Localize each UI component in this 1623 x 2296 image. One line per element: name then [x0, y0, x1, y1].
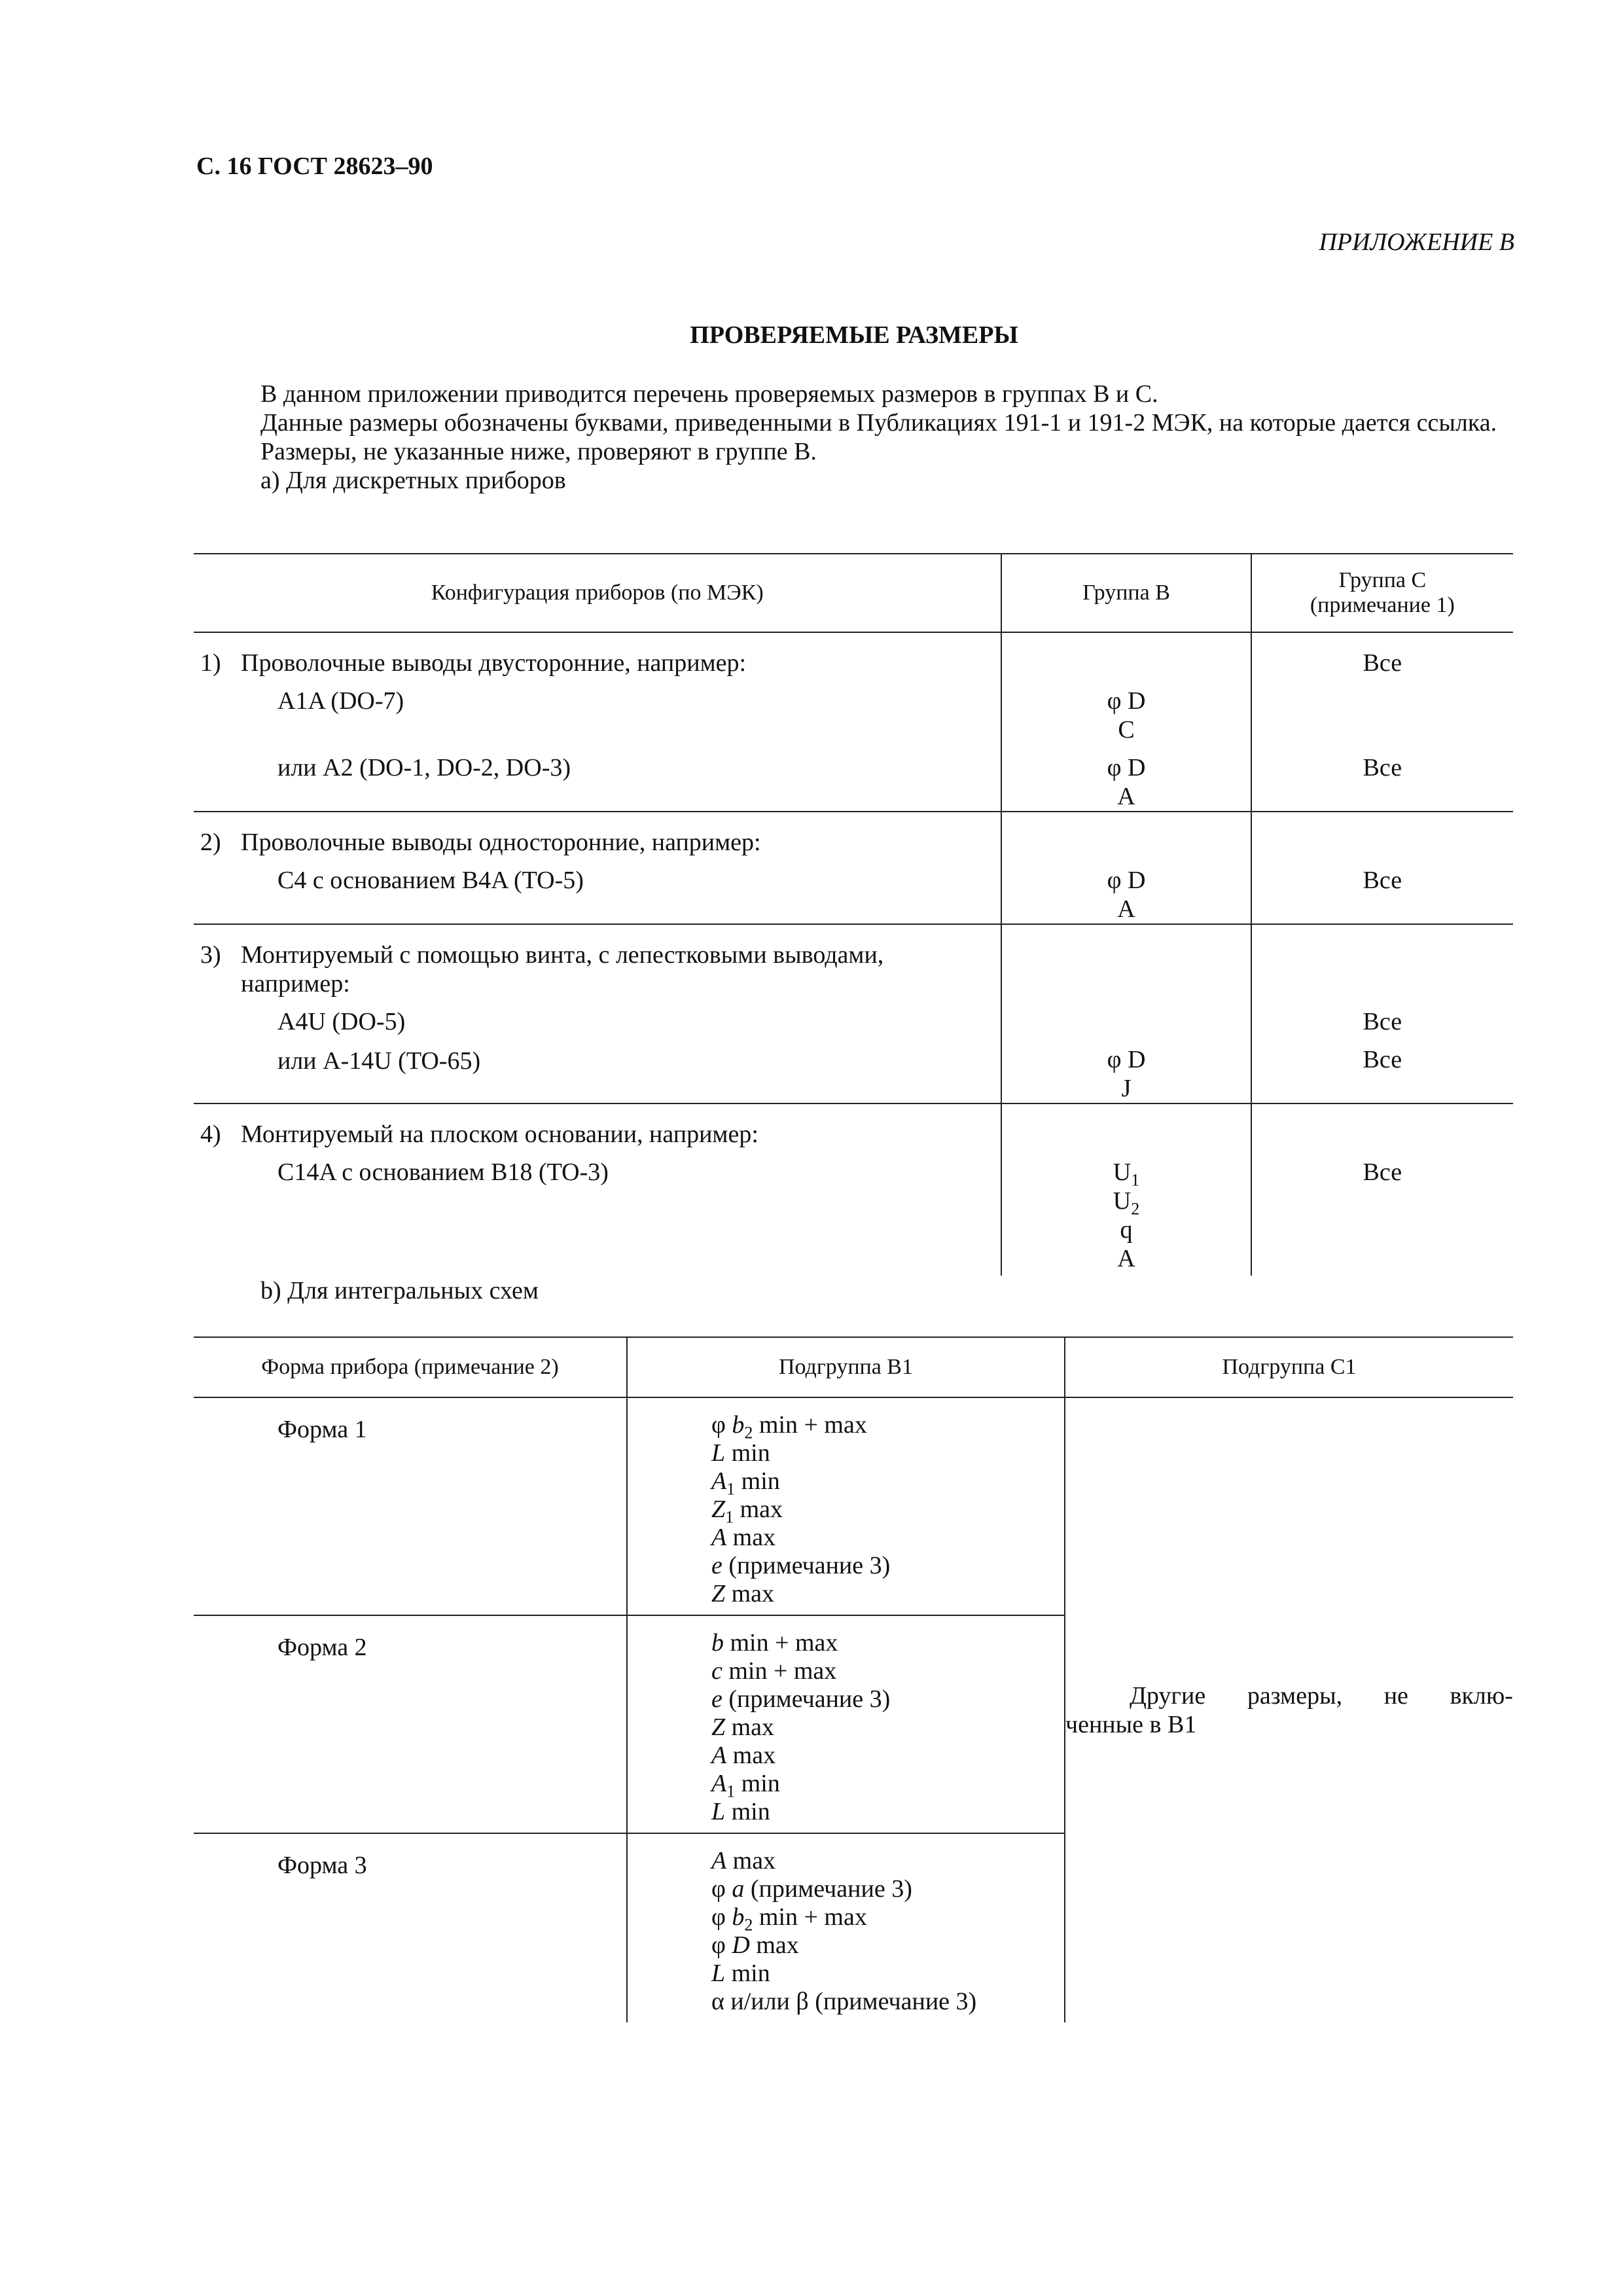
group-c-value: Все [1363, 1046, 1402, 1073]
table-row [194, 1149, 1513, 1276]
table-header-row [194, 1337, 1513, 1397]
dimension: φ D max [711, 1931, 799, 1959]
other-dimensions-text: Другие размеры, не вклю- ченные в В1 [1065, 1682, 1513, 1738]
group-c-value: Все [1363, 867, 1402, 894]
dimension: Z max [711, 1713, 775, 1741]
table-row [194, 924, 1513, 998]
table-row [194, 677, 1513, 744]
dimension: α и/или β (примечание 3) [711, 1988, 977, 2015]
table-row [194, 744, 1513, 812]
group-c-value: Все [1363, 1008, 1402, 1035]
header-c1: Подгруппа С1 [1065, 1337, 1513, 1397]
form-name: Форма 3 [277, 1852, 367, 1879]
subheading-b: b) Для интегральных схем [260, 1277, 539, 1304]
dimension: φ D [1107, 867, 1146, 894]
form-name: Форма 2 [277, 1634, 367, 1661]
dimension: $U_1$ [1113, 1158, 1140, 1190]
integrated-circuits-table [194, 1336, 1513, 2022]
c1-cell [1065, 1397, 1513, 2022]
row-number: 1) [200, 649, 221, 677]
dimension: L min [711, 1439, 770, 1467]
intro-paragraph: Данные размеры обозначены буквами, приведенными в Публикациях 191-1 и 191-2 МЭК, на которые дается ссылка. [260, 409, 1497, 437]
table-row [194, 998, 1513, 1036]
dimension: Z max [711, 1580, 775, 1607]
dimension: φ D [1107, 754, 1146, 781]
section-title: ПРОВЕРЯЕМЫЕ РАЗМЕРЫ [690, 321, 1018, 349]
table-row [194, 1103, 1513, 1149]
header-form: Форма прибора (примечание 2) [194, 1337, 627, 1397]
dimension: φ $b_2$ min + max [711, 1411, 867, 1443]
dimension: φ a (примечание 3) [711, 1875, 912, 1903]
row-number: 4) [200, 1121, 221, 1148]
dimension: L min [711, 1798, 770, 1825]
dimension: A max [711, 1524, 776, 1551]
subheading-a: a) Для дискретных приборов [260, 467, 566, 494]
dimension: φ $b_2$ min + max [711, 1903, 867, 1935]
group-c-value: Все [1363, 1158, 1402, 1186]
dimension: C [1118, 716, 1135, 744]
dimension: e (примечание 3) [711, 1552, 891, 1579]
header-group-c-line2: (примечание 1) [1310, 593, 1455, 617]
dimension: b min + max [711, 1629, 838, 1657]
table-row [194, 857, 1513, 924]
table-header-row [194, 554, 1513, 632]
config-title: Проволочные выводы односторонние, например: [241, 829, 761, 856]
config-example: A1A (DO-7) [277, 687, 404, 715]
dimension: A [1117, 895, 1135, 923]
group-c-value: Все [1363, 754, 1402, 781]
dimension: φ D [1107, 687, 1146, 715]
dimension: $A_1$ min [711, 1467, 780, 1499]
table-row [194, 1397, 1513, 1615]
dimension: $Z_1$ max [711, 1496, 783, 1527]
dimension: A max [711, 1847, 776, 1874]
header-group-b: Группа В [1001, 554, 1251, 632]
config-title-cont: например: [241, 970, 350, 997]
intro-paragraph: В данном приложении приводится перечень проверяемых размеров в группах В и С. [260, 380, 1158, 408]
row-number: 2) [200, 829, 221, 856]
config-example: A4U (DO-5) [277, 1008, 406, 1035]
dimension: q [1120, 1216, 1133, 1244]
intro-text [196, 380, 1513, 495]
dimension-list [628, 1616, 1064, 1833]
dimension: $A_1$ min [711, 1770, 780, 1801]
intro-paragraph: Размеры, не указанные ниже, проверяют в группе В. [260, 438, 817, 465]
dimension: φ D [1107, 1046, 1146, 1073]
dimension: A [1117, 1245, 1135, 1272]
config-example: C14A с основанием B18 (TO-3) [277, 1158, 609, 1186]
discrete-devices-table [194, 553, 1513, 1276]
form-name: Форма 1 [277, 1416, 367, 1443]
dimension: A max [711, 1742, 776, 1769]
header-group-c [1251, 554, 1513, 632]
dimension-list [628, 1834, 1064, 2022]
header-group-c-line1: Группа С [1338, 568, 1427, 592]
config-example: C4 с основанием B4A (TO-5) [277, 867, 584, 894]
row-number: 3) [200, 941, 221, 969]
config-example: или A2 (DO-1, DO-2, DO-3) [277, 754, 571, 781]
appendix-label: ПРИЛОЖЕНИЕ В [1319, 228, 1514, 256]
dimension: c min + max [711, 1657, 837, 1685]
table-row [194, 1036, 1513, 1103]
header-config: Конфигурация приборов (по МЭК) [194, 554, 1001, 632]
table-row [194, 812, 1513, 857]
table-row [194, 632, 1513, 677]
config-example: или A-14U (TO-65) [277, 1047, 481, 1075]
config-title: Монтируемый с помощью винта, с лепестковыми выводами, [241, 941, 884, 969]
dimension: e (примечание 3) [711, 1685, 891, 1713]
dimension: A [1117, 783, 1135, 810]
config-title: Проволочные выводы двусторонние, например: [241, 649, 747, 677]
dimension-list [628, 1398, 1064, 1615]
dimension: $U_2$ [1113, 1187, 1140, 1219]
page-header: С. 16 ГОСТ 28623–90 [196, 152, 433, 180]
config-title: Монтируемый на плоском основании, например: [241, 1121, 758, 1148]
header-b1: Подгруппа В1 [627, 1337, 1065, 1397]
group-c-value: Все [1363, 649, 1402, 677]
dimension: L min [711, 1960, 770, 1987]
dimension: J [1121, 1075, 1132, 1102]
